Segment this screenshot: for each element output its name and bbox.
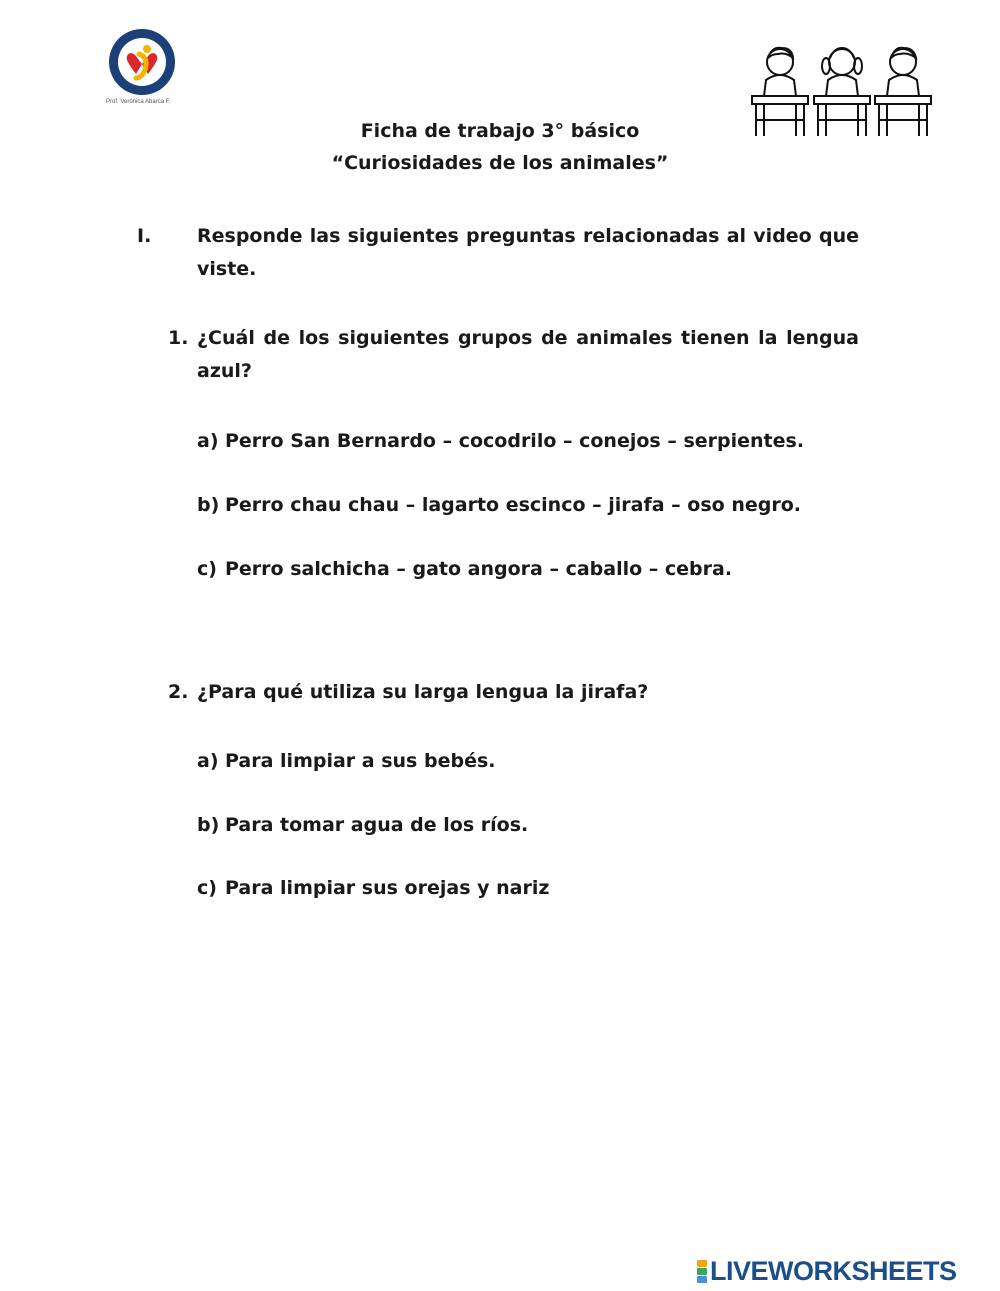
- liveworksheets-brand[interactable]: [697, 1256, 957, 1287]
- brand-name: LIVEWORKSHEETS: [710, 1256, 957, 1286]
- answer-option[interactable]: [197, 430, 804, 452]
- teacher-credit: Prof. Verónica Abarca F.: [106, 99, 171, 105]
- school-logo: [106, 28, 178, 96]
- option-text: Perro chau chau – lagarto escinco – jirafa – oso negro.: [225, 494, 801, 516]
- option-text: Perro San Bernardo – cocodrilo – conejos – serpientes.: [225, 430, 805, 452]
- option-text: Para limpiar sus orejas y nariz: [225, 877, 550, 899]
- section-instruction: Responde las siguientes preguntas relacionadas al video que viste.: [197, 225, 859, 280]
- question-number: 1.: [168, 327, 189, 349]
- option-letter: b): [197, 494, 220, 516]
- option-text: Para tomar agua de los ríos.: [225, 814, 529, 836]
- brand-icon: [697, 1260, 707, 1283]
- option-text: Perro salchicha – gato angora – caballo – cebra.: [225, 558, 733, 580]
- answer-option[interactable]: [197, 558, 732, 580]
- question-text: ¿Para qué utiliza su larga lengua la jirafa?: [197, 681, 649, 703]
- option-letter: a): [197, 430, 219, 452]
- option-letter: c): [197, 877, 217, 899]
- worksheet-subtitle: “Curiosidades de los animales”: [331, 152, 669, 174]
- option-text: Para limpiar a sus bebés.: [225, 750, 496, 772]
- question-text: ¿Cuál de los siguientes grupos de animales tienen la lengua azul?: [197, 327, 859, 382]
- answer-option[interactable]: [197, 750, 495, 772]
- option-letter: a): [197, 750, 219, 772]
- answer-option[interactable]: [197, 814, 528, 836]
- worksheet-title: Ficha de trabajo 3° básico: [360, 120, 640, 142]
- option-letter: b): [197, 814, 220, 836]
- question-number: 2.: [168, 681, 189, 703]
- answer-option[interactable]: [197, 877, 549, 899]
- answer-option[interactable]: [197, 494, 801, 516]
- section-numeral: I.: [137, 225, 152, 247]
- option-letter: c): [197, 558, 217, 580]
